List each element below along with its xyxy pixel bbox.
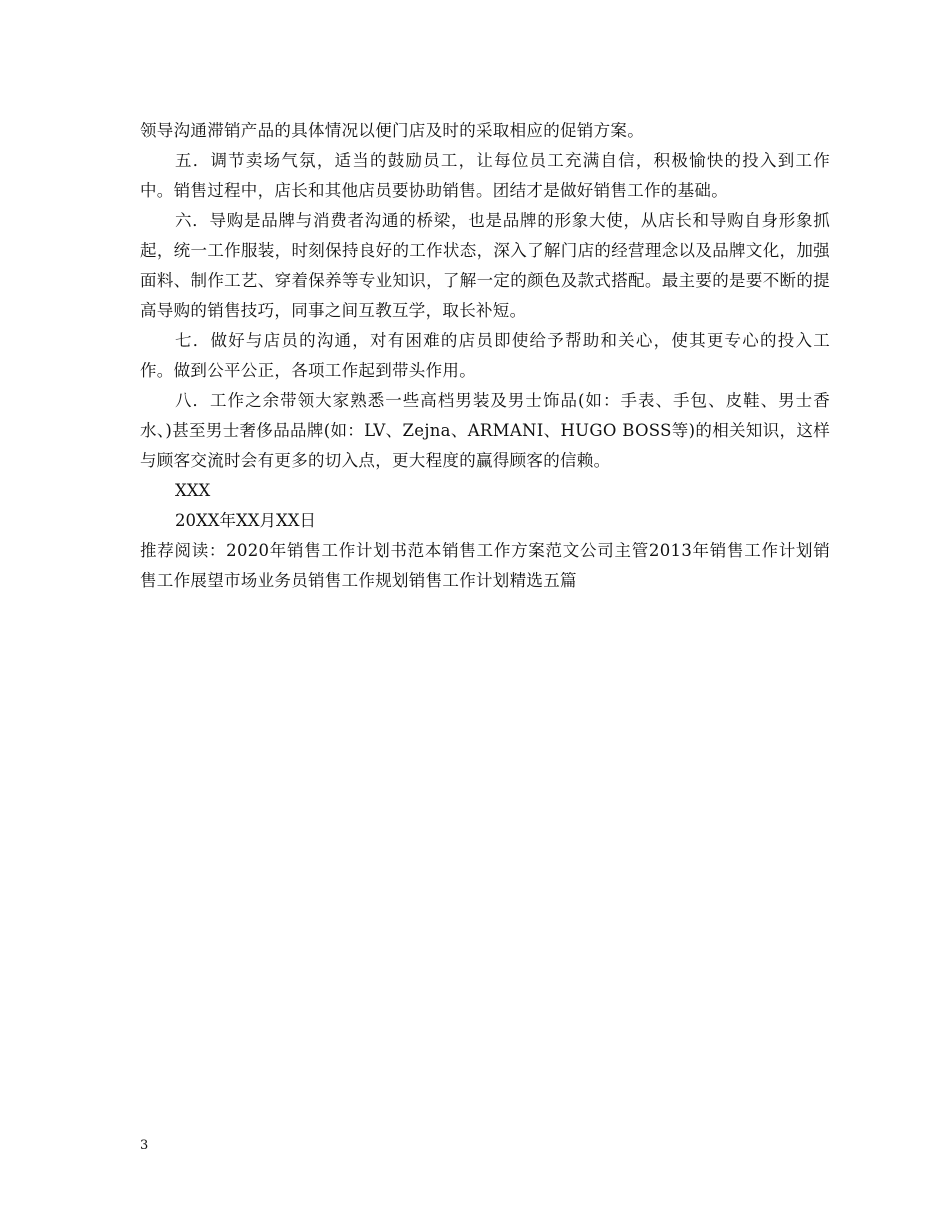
signature-date: 20XX年XX月XX日 <box>175 511 316 530</box>
paragraph-item-7: 七．做好与店员的沟通，对有困难的店员即使给予帮助和关心，使其更专心的投入工作。做到公平公正，各项工作起到带头作用。 <box>140 331 830 380</box>
document-body <box>140 116 830 596</box>
page-number: 3 <box>140 1138 149 1153</box>
paragraph-item-5: 五．调节卖场气氛，适当的鼓励员工，让每位员工充满自信，积极愉快的投入到工作中。销售过程中，店长和其他店员要协助销售。团结才是做好销售工作的基础。 <box>140 151 830 200</box>
paragraph-item-8: 八．工作之余带领大家熟悉一些高档男装及男士饰品(如：手表、手包、皮鞋、男士香水、)甚至男士奢侈品品牌(如：LV、Zejna、ARMANI、HUGO BOSS等)的相关知识，这样与顾客交流时会有更多的切入点，更大程度的赢得顾客的信赖。 <box>140 391 830 470</box>
signature-name: XXX <box>175 481 211 500</box>
paragraph-item-6: 六．导购是品牌与消费者沟通的桥梁，也是品牌的形象大使，从店长和导购自身形象抓起，统一工作服装，时刻保持良好的工作状态，深入了解门店的经营理念以及品牌文化，加强面料、制作工艺、穿着保养等专业知识，了解一定的颜色及款式搭配。最主要的是要不断的提高导购的销售技巧，同事之间互教互学，取长补短。 <box>140 211 830 320</box>
paragraph-continuation: 领导沟通滞销产品的具体情况以便门店及时的采取相应的促销方案。 <box>140 121 644 140</box>
recommended-reading: 推荐阅读：2020年销售工作计划书范本销售工作方案范文公司主管2013年销售工作计划销售工作展望市场业务员销售工作规划销售工作计划精选五篇 <box>140 541 830 590</box>
